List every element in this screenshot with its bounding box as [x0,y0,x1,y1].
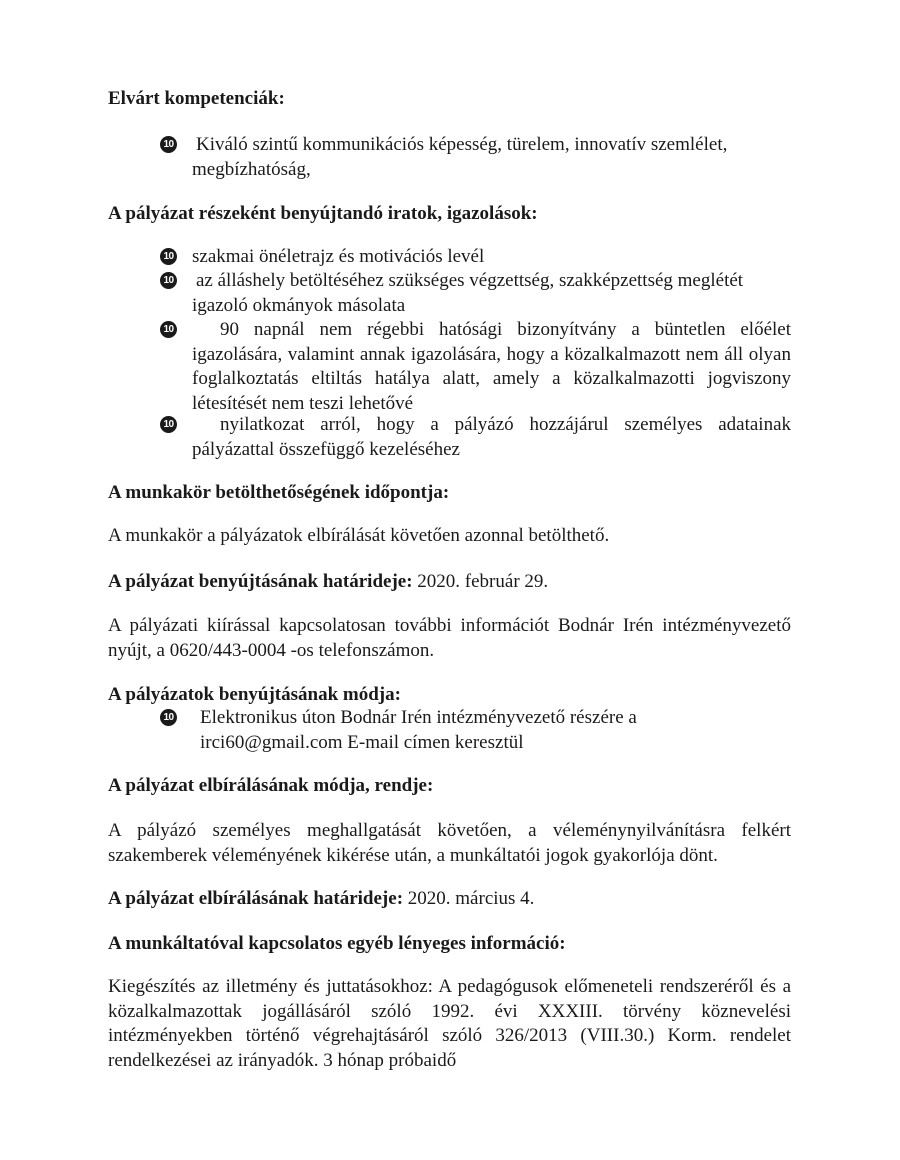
document-item [160,269,791,318]
submission-method-heading: A pályázatok benyújtásának módja: [108,684,401,705]
employer-info-heading: A munkáltatóval kapcsolatos egyéb lényeges információ: [108,933,566,954]
numbered-bullet-icon: 10 [160,709,177,726]
competency-text: Kiváló szintű kommunikációs képesség, türelem, innovatív szemlélet, megbízhatóság, [192,134,728,180]
employer-info-text: Kiegészítés az illetmény és juttatásokhoz: A pedagógusok előmeneteli rendszeréről és a közalkalmazottak jogállásáról szóló 1992. évi XXXIII. törvény köznevelési intézményekben történő végrehajtásáról szóló 326/2013 (VIII.30.) Korm. rendelet rendelkezései az irányadók. 3 hónap próbaidő [108,976,791,1071]
numbered-bullet-icon: 10 [160,321,177,338]
numbered-bullet-icon: 10 [160,248,177,265]
documents-heading: A pályázat részeként benyújtandó iratok, igazolások: [108,203,538,224]
evaluation-method-text: A pályázó személyes meghallgatását követően, a véleménynyilvánításra felkért szakemberek véleményének kikérése után, a munkáltatói jogok gyakorlója dönt. [108,820,791,866]
document-item [160,318,791,416]
info-text: A pályázati kiírással kapcsolatosan további információt Bodnár Irén intézményvezető nyújt, a 0620/443-0004 -os telefonszámon. [108,615,791,661]
document-text: 90 napnál nem régebbi hatósági bizonyítvány a büntetlen előélet igazolására, valamint annak igazolására, hogy a közalkalmazott nem áll olyan foglalkoztatás eltiltás hatálya alatt, amely a közalkalmazotti jogviszony létesítését nem teszi lehetővé [192,319,791,414]
evaluation-deadline-label: A pályázat elbírálásának határideje: [108,888,404,909]
submission-deadline-value: 2020. február 29. [417,571,549,592]
document-item [160,245,791,270]
submission-method-item [160,706,700,755]
competency-item [160,133,791,182]
start-date-heading: A munkakör betölthetőségének időpontja: [108,482,450,503]
start-date-text: A munkakör a pályázatok elbírálását követően azonnal betölthető. [108,525,610,546]
numbered-bullet-icon: 10 [160,272,177,289]
submission-deadline-label: A pályázat benyújtásának határideje: [108,571,413,592]
document-text: szakmai önéletrajz és motivációs levél [192,246,485,267]
document-text: nyilatkozat arról, hogy a pályázó hozzájárul személyes adatainak pályázattal összefüggő kezeléséhez [192,414,791,460]
evaluation-deadline [108,887,534,912]
submission-method-text: Elektronikus úton Bodnár Irén intézményvezető részére a irci60@gmail.com E-mail címen keresztül [200,707,637,753]
submission-deadline [108,570,548,595]
competencies-heading: Elvárt kompetenciák: [108,88,285,109]
numbered-bullet-icon: 10 [160,136,177,153]
numbered-bullet-icon: 10 [160,416,177,433]
evaluation-deadline-value: 2020. március 4. [407,888,535,909]
document-text: az álláshely betöltéséhez szükséges végzettség, szakképzettség meglétét igazoló okmányok másolata [192,270,744,316]
document-item [160,413,791,462]
evaluation-method-heading: A pályázat elbírálásának módja, rendje: [108,775,434,796]
